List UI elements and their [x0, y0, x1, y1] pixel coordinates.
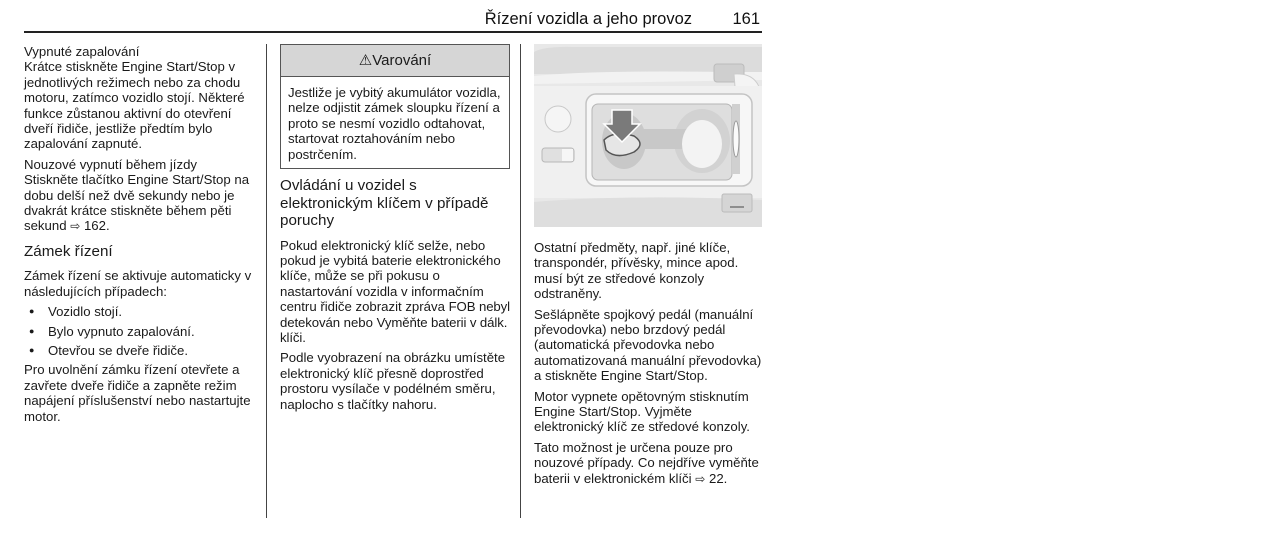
paragraph: Zámek řízení se aktivuje automaticky v následujících případech:	[24, 268, 252, 299]
paragraph: Sešlápněte spojkový pedál (manuální převodovka) nebo brzdový pedál (automatická převodovka nebo automatizovaná manuální převodovka) a stiskněte Engine Start/Stop.	[534, 306, 762, 384]
paragraph: Motor vypnete opětovným stisknutím Engine Start/Stop. Vyjměte elektronický klíč ze středové konzoly.	[534, 388, 750, 435]
column-divider	[266, 44, 267, 518]
paragraph: Stiskněte tlačítko Engine Start/Stop na dobu delší než dvě sekundy nebo je dvakrát krátce stiskněte během pěti sekund	[24, 172, 250, 234]
paragraph: Pro uvolnění zámku řízení otevřete a zavřete dveře řidiče a zapněte režim napájení příslušenství nebo nastartujte motor.	[24, 362, 251, 424]
text: Tato možnost je určena pouze pro nouzové případy. Co nejdříve vyměňte baterii v elektronickém klíči	[534, 439, 759, 486]
page-reference-arrow-icon: ⇨	[70, 219, 81, 234]
paragraph	[534, 440, 764, 487]
text: Pokud elektronický klíč selže, nebo pokud je vybitá baterie elektronického klíče, může se při pokusu o nastartování vozidla v informačním centru řidiče zobrazit zpráva	[280, 237, 501, 315]
page-header	[24, 8, 762, 33]
console-illustration	[534, 44, 762, 227]
section-ignition-off	[24, 44, 260, 152]
text: .	[302, 329, 306, 345]
column-1	[24, 44, 260, 429]
page-reference[interactable]: 162.	[83, 218, 110, 234]
subheading: Vypnuté zapalování	[24, 44, 140, 59]
warning-text: Jestliže je vybitý akumulátor vozidla, nelze odjistit zámek sloupku řízení a proto se nesmí vozidlo odtahovat, startovat roztahováním nebo postrčením.	[288, 85, 501, 162]
illustration-center-console-key-slot	[534, 44, 762, 227]
display-message: FOB nebyl detekován	[280, 299, 510, 330]
section-emergency-shutdown	[24, 157, 260, 235]
paragraph: Krátce stiskněte Engine Start/Stop v jednotlivých režimech nebo za chodu motoru, zatímco vozidlo stojí. Některé funkce zůstanou aktivní do otevření dveří řidiče, jestliže předtím bylo zapalování zapnuté.	[24, 59, 245, 152]
warning-box	[280, 44, 510, 169]
paragraph	[280, 238, 510, 346]
paragraph: Podle vyobrazení na obrázku umístěte elektronický klíč přesně doprostřed prostoru vysílače v podélném směru, naplocho s tlačítky nahoru.	[280, 350, 506, 412]
column-3	[534, 240, 764, 492]
list-item: ● Otevřou se dveře řidiče.	[24, 343, 260, 358]
section-heading: Ovládání u vozidel s elektronickým klíčem v případě poruchy	[280, 177, 489, 230]
warning-triangle-icon: ⚠	[358, 52, 373, 69]
section-heading: Zámek řízení	[24, 242, 113, 260]
column-2	[280, 44, 510, 417]
paragraph: Ostatní předměty, např. jiné klíče, transpondér, přívěsky, mince apod. musí být ze středové konzoly odstraněny.	[534, 240, 739, 302]
chapter-title: Řízení vozidla a jeho provoz	[484, 10, 692, 28]
bullet-list	[24, 304, 260, 358]
warning-header	[281, 45, 509, 77]
page-reference-arrow-icon: ⇨	[695, 471, 706, 486]
list-item: ● Bylo vypnuto zapalování.	[24, 324, 260, 339]
warning-title: Varování	[372, 52, 432, 69]
subheading: Nouzové vypnutí během jízdy	[24, 156, 197, 172]
list-item: ● Vozidlo stojí.	[24, 304, 260, 319]
text: nebo	[339, 314, 377, 330]
page-number: 161	[732, 10, 760, 28]
page-reference[interactable]: 22.	[708, 470, 728, 486]
column-divider	[520, 44, 521, 518]
display-message: Vyměňte baterii v dálk. klíči	[280, 314, 508, 345]
